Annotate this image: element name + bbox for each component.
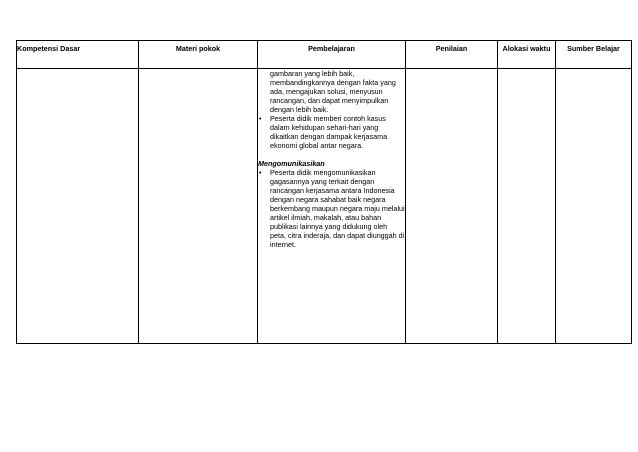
cell-pembelajaran	[258, 69, 406, 344]
rpp-table	[16, 40, 632, 344]
bullet-text-1: Peserta didik memberi contoh kasus dalam kehidupan sehari-hari yang dikaitkan dengan dampak kerjasama ekonomi global antar negara.	[270, 114, 388, 150]
list-item	[258, 114, 405, 150]
table-row	[17, 69, 632, 344]
header-materi-pokok: Materi pokok	[139, 41, 258, 69]
bullet-icon: •	[259, 114, 262, 123]
header-sumber-belajar: Sumber Belajar	[556, 41, 632, 69]
list-item	[258, 168, 405, 249]
pembelajaran-list-2	[258, 168, 405, 249]
header-pembelajaran: Pembelajaran	[258, 41, 406, 69]
cell-alokasi-waktu	[498, 69, 556, 344]
bullet-text-2: Peserta didik mengomunikasikan gagasannya yang terkait dengan rancangan kerjasama antara Indonesia dengan negara sahabat baik negara berkembang maupun negara maju melalui artikel ilmiah, makalah, atau bahan publikasi lainnya yang didukung oleh peta, citra inderaja, dan dapat diunggah di internet.	[270, 168, 405, 249]
header-alokasi-waktu: Alokasi waktu	[498, 41, 556, 69]
pembelajaran-continuation-text: gambaran yang lebih baik, membandingkannya dengan fakta yang ada, mengajukan solusi, menyusun rancangan, dan dapat menyimpulkan dengan lebih baik.	[270, 69, 396, 114]
header-kompetensi-dasar: Kompetensi Dasar	[17, 41, 139, 69]
section-heading-mengomunikasikan: Mengomunikasikan	[258, 159, 325, 168]
pembelajaran-list-1	[258, 114, 405, 150]
cell-sumber-belajar	[556, 69, 632, 344]
header-penilaian: Penilaian	[406, 41, 498, 69]
cell-kompetensi-dasar	[17, 69, 139, 344]
bullet-icon: •	[259, 168, 262, 177]
cell-materi-pokok	[139, 69, 258, 344]
cell-penilaian	[406, 69, 498, 344]
table-header-row	[17, 41, 632, 69]
